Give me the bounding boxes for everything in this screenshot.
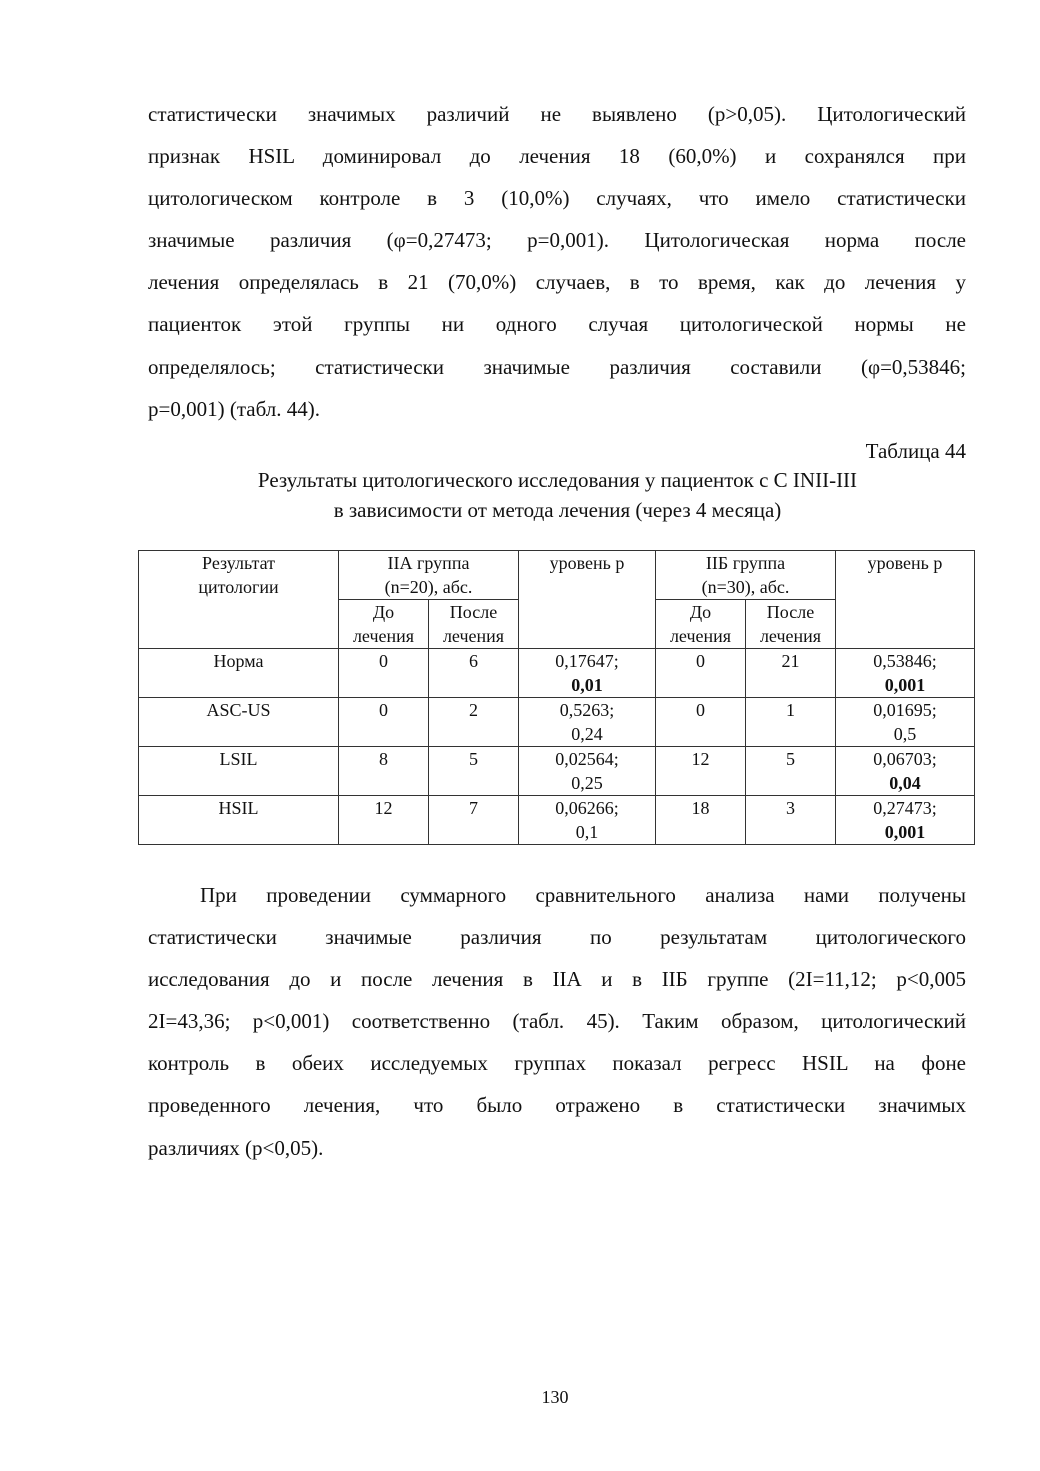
cell-p-a: 0,5263; 0,24 (519, 698, 656, 747)
cell-p-a: 0,06266; 0,1 (519, 796, 656, 845)
text-line: р=0,001) (табл. 44). (148, 396, 320, 421)
cell-b-before: 12 (656, 747, 746, 796)
cell-p-b: 0,01695; 0,5 (836, 698, 975, 747)
text-line: При проведении суммарного сравнительного анализа нами получены (200, 883, 966, 907)
text-line: контроль в обеих исследуемых группах показал регресс HSIL на фоне (148, 1051, 966, 1076)
cell-a-after: 7 (429, 796, 519, 845)
cell-a-before: 8 (339, 747, 429, 796)
text-line: значимые различия (φ=0,27473; р=0,001). Цитологическая норма после (148, 228, 966, 253)
table-caption-line-2: в зависимости от метода лечения (через 4 месяца) (333, 498, 782, 522)
cell-b-after: 21 (746, 649, 836, 698)
cell-result: Норма (139, 649, 339, 698)
cell-p-b: 0,53846; 0,001 (836, 649, 975, 698)
cell-p-a: 0,02564; 0,25 (519, 747, 656, 796)
text-line: цитологическом контроле в 3 (10,0%) случаях, что имело статистически (148, 186, 966, 211)
cell-b-after: 3 (746, 796, 836, 845)
header-a-before: До лечения (339, 600, 429, 649)
table-row (139, 747, 975, 796)
text-line: 2I=43,36; р<0,001) соответственно (табл. 45). Таким образом, цитологический (148, 1009, 966, 1034)
table-row (139, 649, 975, 698)
header-result: Результат цитологии (139, 551, 339, 649)
cell-b-before: 0 (656, 649, 746, 698)
header-level-p-a: уровень р (519, 551, 656, 649)
header-group-a: IIА группа (n=20), абс. (339, 551, 519, 600)
table-label: Таблица 44 (865, 439, 966, 463)
cell-result: ASC-US (139, 698, 339, 747)
paragraph-2 (148, 874, 966, 1169)
text-line: признак HSIL доминировал до лечения 18 (60,0%) и сохранялся при (148, 144, 966, 169)
cell-a-before: 0 (339, 698, 429, 747)
cell-p-a: 0,17647; 0,01 (519, 649, 656, 698)
header-a-after: После лечения (429, 600, 519, 649)
cell-a-before: 12 (339, 796, 429, 845)
table-caption-line-1: Результаты цитологического исследования у пациенток с C INII-III (257, 468, 858, 492)
text-line: исследования до и после лечения в IIА и в IIБ группе (2I=11,12; р<0,005 (148, 967, 966, 992)
cell-b-before: 18 (656, 796, 746, 845)
header-group-b: IIБ группа (n=30), абс. (656, 551, 836, 600)
cell-a-after: 5 (429, 747, 519, 796)
header-level-p-b: уровень р (836, 551, 975, 649)
text-line: пациенток этой группы ни одного случая цитологической нормы не (148, 312, 966, 337)
text-line: статистически значимые различия по результатам цитологического (148, 925, 966, 950)
text-line: определялось; статистически значимые различия составили (φ=0,53846; (148, 354, 966, 379)
cell-result: LSIL (139, 747, 339, 796)
cytology-results-table (138, 550, 975, 845)
cell-a-before: 0 (339, 649, 429, 698)
cell-a-after: 6 (429, 649, 519, 698)
cell-b-after: 5 (746, 747, 836, 796)
header-b-before: До лечения (656, 600, 746, 649)
table-row (139, 796, 975, 845)
text-line: проведенного лечения, что было отражено в статистически значимых (148, 1093, 966, 1118)
text-line: статистически значимых различий не выявлено (р>0,05). Цитологический (148, 102, 966, 126)
cell-p-b: 0,27473; 0,001 (836, 796, 975, 845)
paragraph-1 (148, 93, 966, 430)
cell-a-after: 2 (429, 698, 519, 747)
header-b-after: После лечения (746, 600, 836, 649)
cell-result: HSIL (139, 796, 339, 845)
cell-p-b: 0,06703; 0,04 (836, 747, 975, 796)
cell-b-before: 0 (656, 698, 746, 747)
table-header-row (139, 551, 975, 600)
page-number: 130 (541, 1387, 569, 1407)
table-row (139, 698, 975, 747)
cell-b-after: 1 (746, 698, 836, 747)
text-line: различиях (р<0,05). (148, 1135, 324, 1160)
text-line: лечения определялась в 21 (70,0%) случаев, в то время, как до лечения у (148, 270, 966, 295)
